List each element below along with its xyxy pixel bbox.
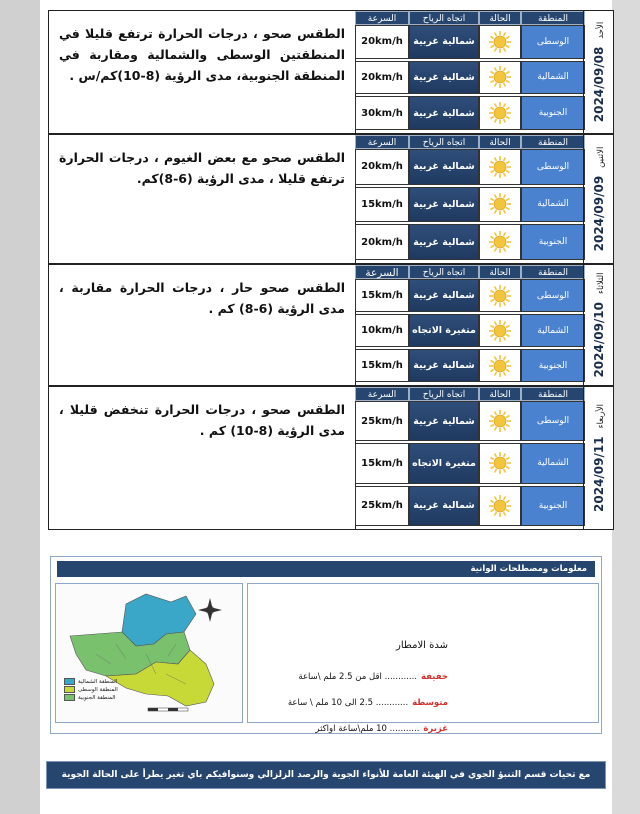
day-block <box>48 134 614 264</box>
sun-icon <box>488 354 512 378</box>
forecast-text: الطقس صحو ، درجات الحرارة تنخفض قليلا ، مدى الرؤية (8-10) كم . <box>59 402 345 438</box>
footer-banner: مع تحيات قسم التنبؤ الجوي في الهيئة العامة للأنواء الجوية والرصد الزلزالي وسنوافيكم باي تغير يطرأ على الحالة الجوية <box>46 761 606 789</box>
speed-header: السرعة <box>355 265 409 279</box>
region-name: الشمالية <box>521 443 585 483</box>
date-column <box>583 387 613 529</box>
sun-icon <box>488 451 512 475</box>
sun-icon <box>488 65 512 89</box>
wind-direction: شمالية غربية <box>409 25 479 59</box>
rain-intensity-row <box>298 672 448 682</box>
wind-direction: شمالية غربية <box>409 224 479 260</box>
map-legend-item <box>64 678 117 685</box>
sun-icon <box>488 494 512 518</box>
scan-left-edge <box>0 0 40 814</box>
condition-header: الحالة <box>479 265 521 279</box>
rain-intensity-row <box>288 698 448 708</box>
condition-cell <box>479 486 521 526</box>
rain-intensity-range: ............ 2.5 الى 10 ملم \ ساعة <box>287 698 409 708</box>
day-name: الأربعاء <box>595 404 606 429</box>
wind-speed: 15km/h <box>355 443 409 483</box>
wind-speed: 15km/h <box>355 279 409 312</box>
legend-swatch <box>64 694 75 701</box>
forecast-text: الطقس صحو حار ، درجات الحرارة مقاربة ، مدى الرؤية (6-8) كم . <box>59 280 345 316</box>
date-value: 2024/09/09 <box>591 175 606 252</box>
condition-cell <box>479 314 521 347</box>
date-label <box>592 404 606 512</box>
rain-intensity-label: متوسطة <box>412 698 448 708</box>
condition-cell <box>479 279 521 312</box>
date-value: 2024/09/10 <box>591 301 606 378</box>
day-block <box>48 264 614 386</box>
wind-direction: شمالية غربية <box>409 96 479 130</box>
wind-header: اتجاه الرياح <box>409 265 479 279</box>
wind-speed: 10km/h <box>355 314 409 347</box>
date-column <box>583 265 613 385</box>
forecast-text: الطقس صحو ، درجات الحرارة ترتفع قليلا في المنطقتين الوسطى والشمالية ومقاربة في المنطقة الجنوبية، مدى الرؤية (8-10)كم/س . <box>59 26 345 83</box>
wind-direction: شمالية غربية <box>409 149 479 185</box>
info-title: معلومات ومصطلحات الوانية <box>57 561 595 577</box>
legend-label: المنطقة الوسطى <box>78 686 118 693</box>
condition-cell <box>479 96 521 130</box>
wind-speed: 25km/h <box>355 401 409 441</box>
condition-cell <box>479 149 521 185</box>
condition-header: الحالة <box>479 135 521 149</box>
day-name: الأحد <box>595 21 606 39</box>
legend-swatch <box>64 686 75 693</box>
scan-right-edge <box>612 0 640 814</box>
day-name: الثلاثاء <box>595 272 606 294</box>
legend-swatch <box>64 678 75 685</box>
wind-header: اتجاه الرياح <box>409 387 479 401</box>
wind-direction: متغيرة الاتجاه <box>409 443 479 483</box>
region-name: الشمالية <box>521 187 585 223</box>
sun-icon <box>488 155 512 179</box>
condition-cell <box>479 187 521 223</box>
wind-direction: متغيرة الاتجاه <box>409 314 479 347</box>
sun-icon <box>488 284 512 308</box>
condition-header: الحالة <box>479 11 521 25</box>
scale-bar <box>148 708 188 711</box>
date-label <box>592 22 606 123</box>
date-label <box>592 147 606 252</box>
legend-label: المنطقة الجنوبية <box>78 694 116 701</box>
date-label <box>592 272 606 377</box>
wind-direction: شمالية غربية <box>409 61 479 95</box>
wind-speed: 20km/h <box>355 61 409 95</box>
sun-icon <box>488 409 512 433</box>
speed-header: السرعة <box>355 387 409 401</box>
condition-cell <box>479 224 521 260</box>
region-name: الشمالية <box>521 61 585 95</box>
region-header: المنطقة <box>521 11 585 25</box>
region-name: الوسطى <box>521 149 585 185</box>
condition-cell <box>479 349 521 382</box>
wind-header: اتجاه الرياح <box>409 135 479 149</box>
region-name: الوسطى <box>521 279 585 312</box>
wind-direction: شمالية غربية <box>409 279 479 312</box>
wind-speed: 15km/h <box>355 349 409 382</box>
wind-speed: 30km/h <box>355 96 409 130</box>
date-value: 2024/09/11 <box>591 436 606 512</box>
wind-speed: 20km/h <box>355 224 409 260</box>
wind-direction: شمالية غربية <box>409 349 479 382</box>
region-name: الجنوبية <box>521 96 585 130</box>
rain-intensity-label: غزيرة <box>423 724 448 734</box>
region-header: المنطقة <box>521 135 585 149</box>
wind-direction: شمالية غربية <box>409 187 479 223</box>
region-header: المنطقة <box>521 387 585 401</box>
day-name: الاثنين <box>595 146 606 168</box>
sun-icon <box>488 101 512 125</box>
rain-intensity-panel <box>247 583 599 734</box>
sun-icon <box>488 192 512 216</box>
legend-label: المنطقة الشمالية <box>78 678 118 685</box>
condition-cell <box>479 401 521 441</box>
region-name: الشمالية <box>521 314 585 347</box>
forecast-text: الطقس صحو مع بعض الغيوم ، درجات الحرارة ترتفع قليلا ، مدى الرؤية (6-8)كم. <box>59 150 345 186</box>
rain-intensity-title: شدة الامطار <box>396 640 448 651</box>
day-block <box>48 10 614 134</box>
rain-intensity-row <box>315 724 448 734</box>
wind-speed: 20km/h <box>355 149 409 185</box>
speed-header: السرعة <box>355 135 409 149</box>
region-name: الجنوبية <box>521 224 585 260</box>
sun-icon <box>488 319 512 343</box>
condition-cell <box>479 25 521 59</box>
date-column <box>583 11 613 133</box>
wind-speed: 15km/h <box>355 187 409 223</box>
condition-header: الحالة <box>479 387 521 401</box>
compass-rose-icon <box>198 598 222 622</box>
condition-cell <box>479 61 521 95</box>
wind-direction: شمالية غربية <box>409 401 479 441</box>
day-block <box>48 386 614 530</box>
iraq-map-panel <box>55 583 243 723</box>
map-legend-item <box>64 686 118 693</box>
iraq-region-map <box>56 584 242 722</box>
wind-direction: شمالية غربية <box>409 486 479 526</box>
region-header: المنطقة <box>521 265 585 279</box>
region-name: الجنوبية <box>521 349 585 382</box>
sun-icon <box>488 30 512 54</box>
date-value: 2024/09/08 <box>591 46 606 123</box>
rain-intensity-label: خفيفة <box>421 672 448 682</box>
wind-header: اتجاه الرياح <box>409 11 479 25</box>
rain-intensity-range: ............ اقل من 2.5 ملم \ساعة <box>298 672 417 682</box>
region-name: الوسطى <box>521 25 585 59</box>
wind-speed: 20km/h <box>355 25 409 59</box>
map-legend-item <box>64 694 115 701</box>
wind-speed: 25km/h <box>355 486 409 526</box>
sun-icon <box>488 230 512 254</box>
date-column <box>583 135 613 263</box>
condition-cell <box>479 443 521 483</box>
rain-intensity-range: ........... 10 ملم\ساعة اواكثر <box>315 724 420 734</box>
region-name: الجنوبية <box>521 486 585 526</box>
region-name: الوسطى <box>521 401 585 441</box>
info-box <box>50 556 602 734</box>
speed-header: السرعة <box>355 11 409 25</box>
